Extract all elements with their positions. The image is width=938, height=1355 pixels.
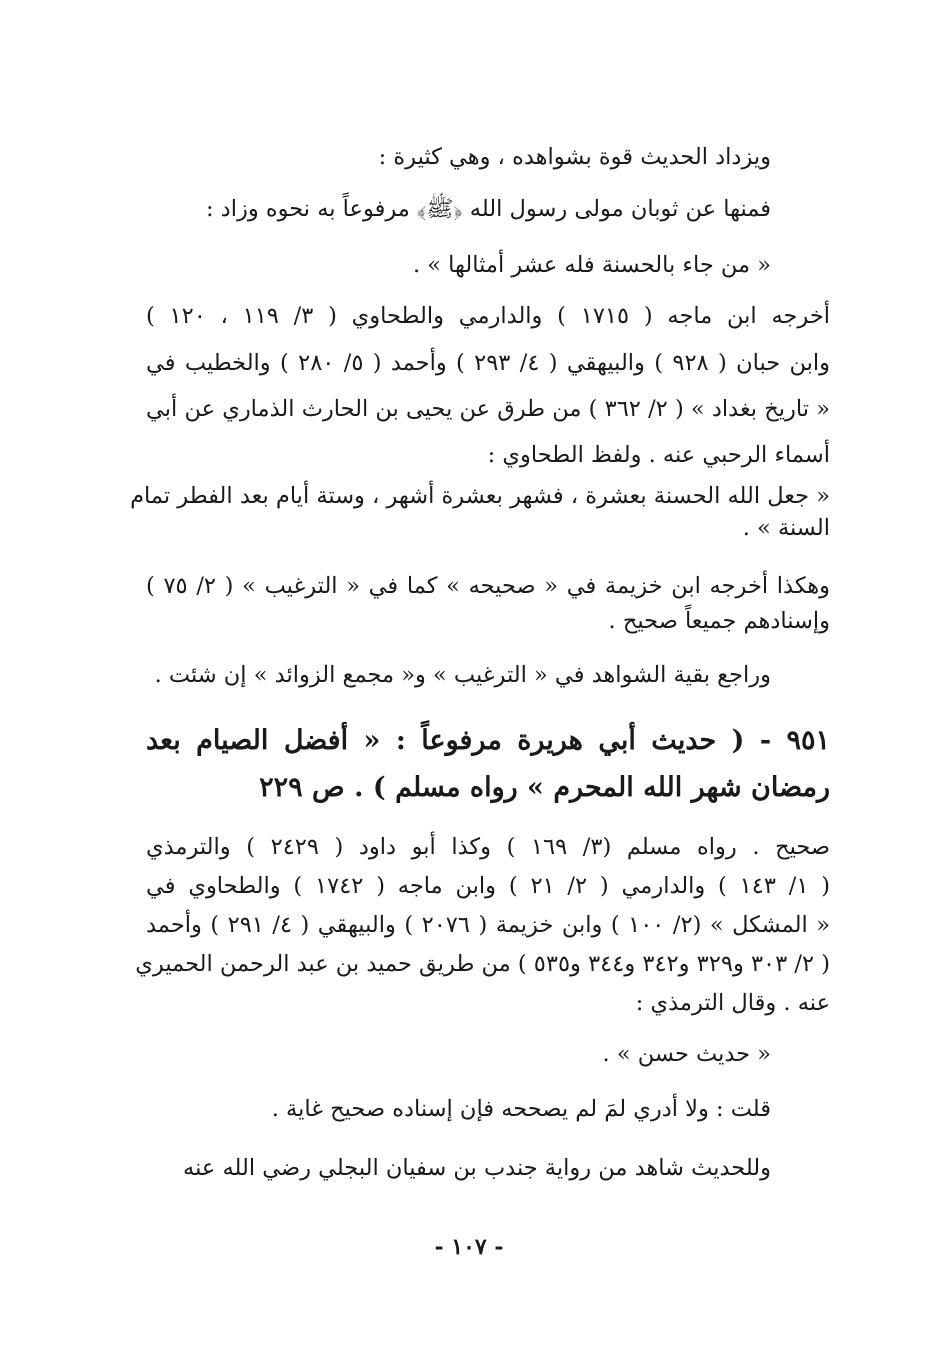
sahih-line: ( ١/ ١٤٣ ) والدارمي ( ٢/ ٢١ ) وابن ماجه ( ١٧٤٢ ) والطحاوي في [146,873,831,899]
sahih-line: صحيح . رواه مسلم (٣/ ١٦٩ ) وكذا أبو داود ( ٢٤٢٩ ) والترمذي [146,834,831,860]
quote-line: السنة » . [742,515,830,541]
takhrij-line: وهكذا أخرجه ابن خزيمة في « صحيحه » كما في « الترغيب » ( ٢/ ٧٥ ) [146,573,831,599]
takhrij-line: أسماء الرحبي عنه . ولفظ الطحاوي : [487,442,830,468]
takhrij-line: وإسنادهم جميعاً صحيح . [608,608,830,634]
quote-line: « جعل الله الحسنة بعشرة ، فشهر بعشرة أشهر ، وستة أيام بعد الفطر تمام [130,483,830,509]
hadith-quote: « من جاء بالحسنة فله عشر أمثالها » . [412,252,771,278]
tirmidhi-quote: « حديث حسن » . [602,1041,771,1067]
takhrij-line: أخرجه ابن ماجه ( ١٧١٥ ) والدارمي والطحاوي ( ٣/ ١١٩ ، ١٢٠ ) [146,303,830,329]
takhrij-line: « تاريخ بغداد » ( ٢/ ٣٦٢ ) من طرق عن يحيى بن الحارث الذماري عن أبي [146,396,830,422]
takhrij-line: وابن حبان ( ٩٢٨ ) والبيهقي ( ٤/ ٢٩٣ ) وأحمد ( ٥/ ٢٨٠ ) والخطيب في [146,350,830,376]
hadith-heading: رمضان شهر الله المحرم » رواه مسلم ) . ص ٢٢٩ [259,772,830,803]
page-number: - ١٠٧ - [434,1234,504,1260]
sahih-line: ( ٢/ ٣٠٣ و٣٢٩ و٣٤٢ و٣٤٤ و٥٣٥ ) من طريق حميد بن عبد الرحمن الحميري [135,951,830,977]
hadith-heading: ٩٥١ - ( حديث أبي هريرة مرفوعاً : « أفضل الصيام بعد [146,725,830,756]
qultu-line: قلت : ولا أدري لمَ لم يصححه فإن إسناده صحيح غاية . [271,1096,771,1122]
sahih-line: « المشكل » (٢/ ١٠٠ ) وابن خزيمة ( ٢٠٧٦ ) والبيهقي ( ٤/ ٢٩١ ) وأحمد [146,912,831,938]
sahih-line: عنه . وقال الترمذي : [635,990,830,1016]
intro-line: فمنها عن ثوبان مولى رسول الله ﴿ﷺ﴾ مرفوعاً به نحوه وزاد : [205,196,771,222]
refer-line: وراجع بقية الشواهد في « الترغيب » و« مجمع الزوائد » إن شئت . [154,662,771,688]
intro-line: ويزداد الحديث قوة بشواهده ، وهي كثيرة : [378,144,771,170]
last-line: وللحديث شاهد من رواية جندب بن سفيان البجلي رضي الله عنه [183,1155,771,1181]
